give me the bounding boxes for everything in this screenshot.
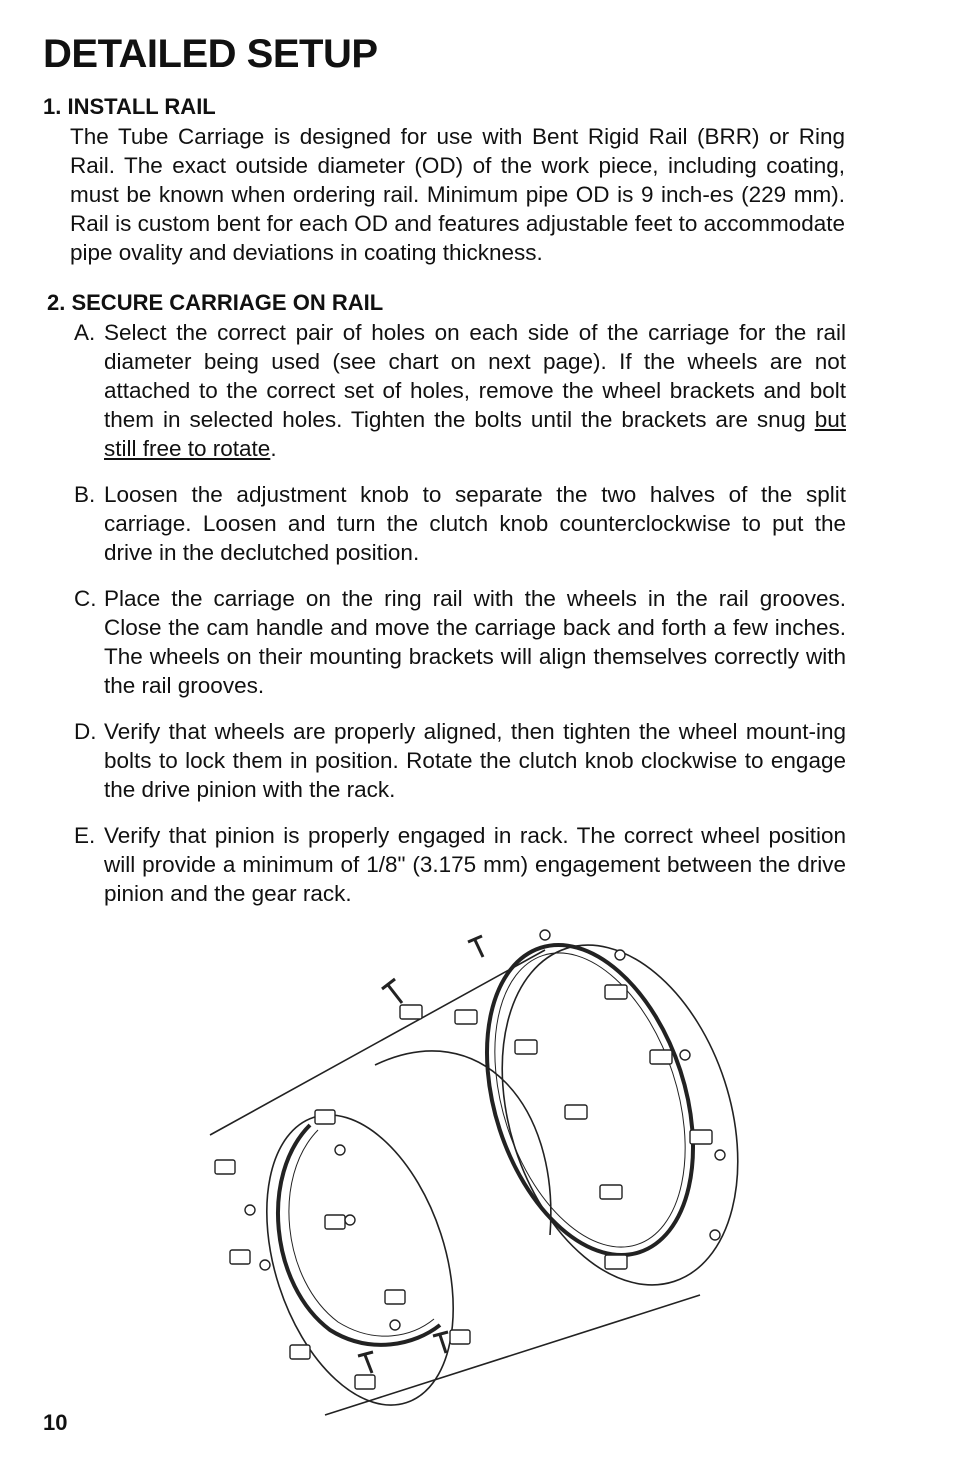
tube-carriage-illustration <box>150 915 770 1430</box>
step-e-text: Verify that pinion is properly engaged in rack. The correct wheel position will provide a minimum of 1/8" (3.175 mm) engagement between the drive pinion and the gear rack. <box>104 823 846 906</box>
step-e-letter: E. <box>74 823 96 848</box>
rail-foot <box>450 1330 470 1344</box>
step-d-text: Verify that wheels are properly aligned, then tighten the wheel mount-ing bolts to lock them in position. Rotate the clutch knob clockwise to engage the drive pinion with the rack. <box>104 719 846 802</box>
step-a <box>74 318 846 463</box>
step-a-text: Select the correct pair of holes on each side of the carriage for the rail diameter being used (see chart on next page). If the wheels are not attached to the correct set of holes, remove the wheel brackets and bolt them in selected holes. Tighten the bolts until the brackets are snug <box>104 320 846 432</box>
install-rail-paragraph: The Tube Carriage is designed for use with Bent Rigid Rail (BRR) or Ring Rail. The exact outside diameter (OD) of the work piece, including coating, must be known when ordering rail. Minimum pipe OD is 9 inch-es (229 mm). Rail is custom bent for each OD and features adjustable feet to accommodate pipe ovality and deviations in coating thickness. <box>70 124 845 265</box>
rail-foot <box>400 1005 422 1019</box>
rail-foot <box>290 1345 310 1359</box>
rail-foot <box>215 1160 235 1174</box>
rail-foot <box>515 1040 537 1054</box>
rail-foot <box>355 1375 375 1389</box>
rail-foot <box>605 1255 627 1269</box>
rail-foot <box>650 1050 672 1064</box>
rail-foot <box>600 1185 622 1199</box>
step-d <box>74 717 846 804</box>
pipe-inner-curve <box>375 1051 551 1235</box>
step-b-letter: B. <box>74 482 96 507</box>
step-a-underlined-text: but still free to rotate <box>104 407 846 461</box>
page-title: DETAILED SETUP <box>43 32 378 76</box>
step-c-text: Place the carriage on the ring rail with the wheels in the rail grooves. Close the cam handle and move the carriage back and forth a few inches. The wheels on their mounting brackets will align themselves correctly with the rail grooves. <box>104 586 846 698</box>
rail-foot <box>325 1215 345 1229</box>
rear-ring-rail <box>450 918 730 1281</box>
rail-foot <box>690 1130 712 1144</box>
step-c-letter: C. <box>74 586 97 611</box>
step-a-tail: . <box>270 436 277 461</box>
step-c <box>74 584 846 700</box>
rail-foot <box>315 1110 335 1124</box>
rail-foot <box>230 1250 250 1264</box>
section-heading-secure-carriage: 2. SECURE CARRIAGE ON RAIL <box>47 290 384 315</box>
step-d-letter: D. <box>74 719 97 744</box>
step-e <box>74 821 846 908</box>
rail-foot <box>605 985 627 999</box>
step-b-text: Loosen the adjustment knob to separate the two halves of the split carriage. Loosen and turn the clutch knob counterclockwise to put the drive in the declutched position. <box>104 482 846 565</box>
step-b <box>74 480 846 567</box>
rail-foot <box>455 1010 477 1024</box>
page-number: 10 <box>43 1410 68 1435</box>
front-ring-rail <box>278 1125 440 1345</box>
rail-foot <box>565 1105 587 1119</box>
step-a-letter: A. <box>74 320 96 345</box>
rail-foot <box>385 1290 405 1304</box>
pipe-bottom-edge <box>325 1295 700 1415</box>
section-heading-install-rail: 1. INSTALL RAIL <box>43 94 216 119</box>
